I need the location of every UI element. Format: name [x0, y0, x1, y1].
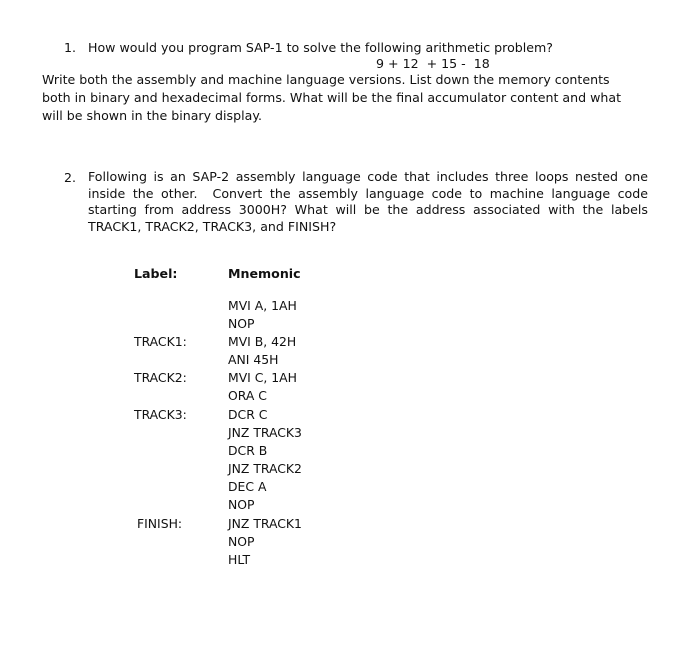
label-column-header: Label: [134, 266, 178, 281]
question-2-line-4: TRACK1, TRACK2, TRACK3, and FINISH? [88, 218, 337, 234]
question-2-number: 2. [64, 170, 77, 185]
question-1-number: 1. [64, 40, 77, 55]
label-track1: TRACK1: [134, 334, 187, 349]
mnemonic-row-12: NOP [228, 497, 255, 512]
mnemonic-row-14: NOP [228, 534, 255, 549]
mnemonic-row-4: ANI 45H [228, 352, 279, 367]
question-2-line-3: starting from address 3000H? What will be the address associated with the labels [88, 202, 648, 217]
mnemonic-row-1: MVI A, 1AH [228, 298, 297, 313]
question-1-body [42, 71, 652, 125]
mnemonic-row-11: DEC A [228, 479, 267, 494]
mnemonic-row-13: JNZ TRACK1 [228, 516, 302, 531]
label-finish: FINISH: [137, 516, 183, 531]
mnemonic-row-9: DCR B [228, 443, 268, 458]
mnemonic-column-header: Mnemonic [228, 266, 301, 281]
mnemonic-row-7: DCR C [228, 407, 268, 422]
mnemonic-row-2: NOP [228, 316, 255, 331]
mnemonic-row-15: HLT [228, 552, 251, 567]
question-1-line-2: both in binary and hexadecimal forms. What will be the final accumulator content and what [42, 90, 622, 105]
mnemonic-row-6: ORA C [228, 388, 267, 403]
label-track3: TRACK3: [134, 407, 187, 422]
question-2-line-1: Following is an SAP-2 assembly language code that includes three loops nested one [88, 169, 648, 184]
label-track2: TRACK2: [134, 370, 187, 385]
question-2-body [88, 169, 648, 235]
mnemonic-row-10: JNZ TRACK2 [228, 461, 302, 476]
question-1-line-1: Write both the assembly and machine language versions. List down the memory contents [42, 72, 610, 87]
mnemonic-row-3: MVI B, 42H [228, 334, 297, 349]
question-1-expression: 9 + 12 + 15 - 18 [376, 56, 490, 71]
question-2-line-2: inside the other. Convert the assembly language code to machine language code [88, 185, 648, 201]
mnemonic-row-5: MVI C, 1AH [228, 370, 297, 385]
question-1-prompt: How would you program SAP-1 to solve the following arithmetic problem? [88, 40, 553, 55]
question-1-line-3: will be shown in the binary display. [42, 108, 262, 123]
mnemonic-row-8: JNZ TRACK3 [228, 425, 302, 440]
